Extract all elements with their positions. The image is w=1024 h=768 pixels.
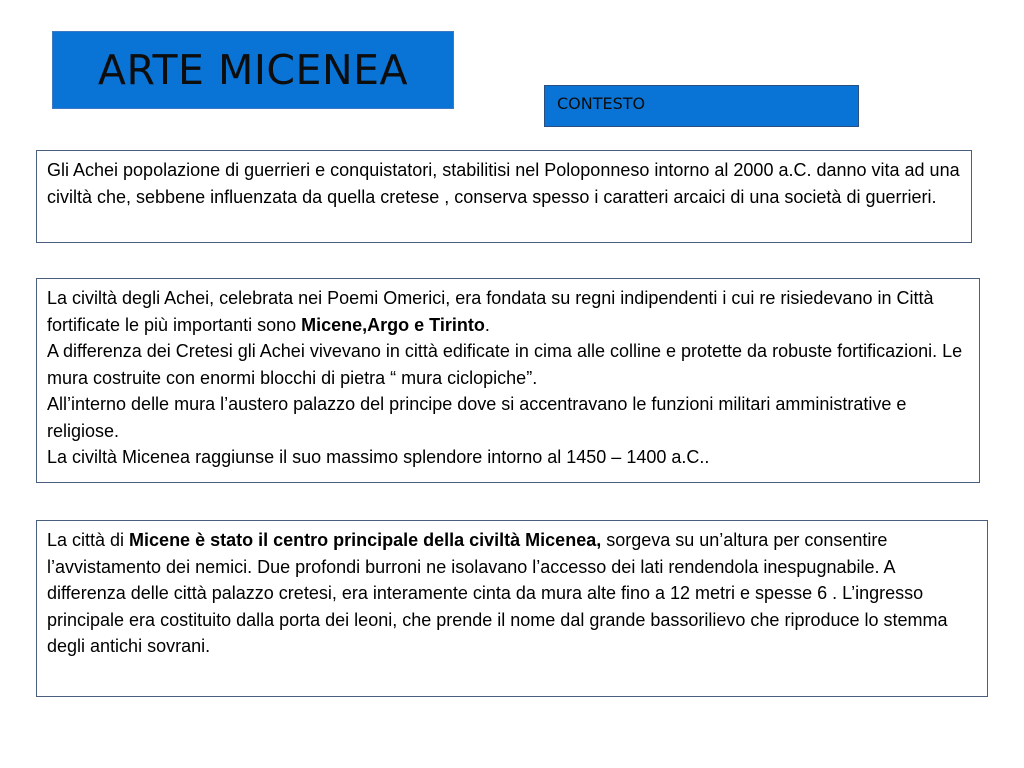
mycenae-text-box xyxy=(36,520,988,697)
civilization-paragraph-3: All’interno delle mura l’austero palazzo del principe dove si accentravano le funzioni militari amministrative e religiose. xyxy=(47,394,907,441)
civilization-p1-post: . xyxy=(484,314,490,335)
civilization-paragraph-4: La civiltà Micenea raggiunse il suo massimo splendore intorno al 1450 – 1400 a.C.. xyxy=(47,447,710,467)
intro-text-box xyxy=(36,150,972,243)
page-title: ARTE MICENEA xyxy=(97,46,409,94)
section-label-banner xyxy=(544,85,859,127)
mycenae-bold: Micene è stato il centro principale della civiltà Micenea, xyxy=(129,530,602,550)
mycenae-post: sorgeva su un’altura per consentire l’avvistamento dei nemici. Due profondi burroni ne isolavano l’accesso dei lati rendendola inespugnabile. A differenza delle città palazzo cretesi, era interamente cinta da mura alte fino a 12 metri e spesse 6 . L’ingresso principale era costituito dalla porta dei leoni, che prende il nome dal grande bassorilievo che riproduce lo stemma degli antichi sovrani. xyxy=(47,530,948,656)
civilization-p1-bold: Micene,Argo e Tirinto xyxy=(301,314,485,335)
civilization-paragraph-1 xyxy=(47,285,969,338)
mycenae-paragraph xyxy=(47,527,977,660)
title-banner xyxy=(52,31,454,109)
civilization-paragraph-2: A differenza dei Cretesi gli Achei vivevano in città edificate in cima alle colline e protette da robuste fortificazioni. Le mura costruite con enormi blocchi di pietra “ mura ciclopiche”. xyxy=(47,341,963,388)
civilization-p1-pre: La civiltà degli Achei, celebrata nei Poemi Omerici, era fondata su regni indipendenti i cui re risiedevano in Città fortificate le più importanti sono xyxy=(47,288,934,335)
civilization-text-box xyxy=(36,278,980,483)
mycenae-pre: La città di xyxy=(47,530,130,550)
section-label: CONTESTO xyxy=(557,94,646,113)
intro-paragraph: Gli Achei popolazione di guerrieri e conquistatori, stabilitisi nel Poloponneso intorno al 2000 a.C. danno vita ad una civiltà che, sebbene influenzata da quella cretese , conserva spesso i caratteri arcaici di una società di guerrieri. xyxy=(47,160,960,207)
